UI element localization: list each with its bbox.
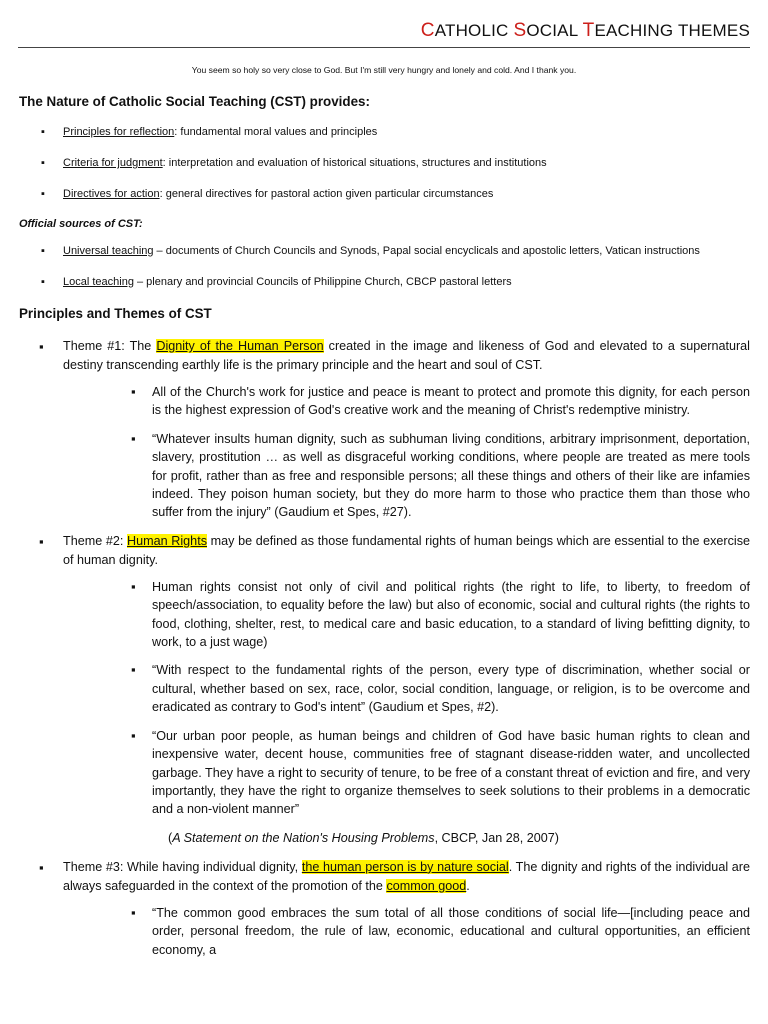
item-term: Universal teaching — [63, 245, 154, 257]
list-item — [19, 156, 750, 170]
header-initial-s: S — [513, 20, 527, 41]
theme-text: Theme #1: The — [63, 339, 157, 353]
item-text: : interpretation and evaluation of historical situations, structures and institutions — [162, 157, 547, 169]
item-text: – plenary and provincial Councils of Philippine Church, CBCP pastoral letters — [133, 276, 512, 288]
highlighted-term: Human Rights — [127, 533, 207, 548]
citation-title: A Statement on the Nation's Housing Problems — [172, 830, 435, 845]
sources-heading: Official sources of CST: — [19, 218, 143, 230]
theme-item-3 — [19, 858, 750, 959]
citation-rest: , CBCP, Jan 28, 2007) — [434, 830, 559, 845]
header-word-catholic: ATHOLIC — [434, 21, 514, 40]
theme-text: Theme #2: — [63, 533, 128, 548]
header-initial-t: T — [582, 20, 595, 41]
highlighted-term: the human person is by nature social — [301, 859, 509, 874]
sub-item: ▪ “With respect to the fundamental rights of the person, every type of discrimination, whether social or cultural, whether based on sex, race, color, social condition, language, or religion, is to be overcome and eradicated as contrary to God's intent” (Gaudium et Spes, #2). — [63, 661, 750, 716]
epigraph-quote: You seem so holy so very close to God. But I'm still very hungry and lonely and cold. And I thank you. — [191, 65, 577, 75]
item-text: : general directives for pastoral action given particular circumstances — [159, 188, 494, 200]
theme-text: created in the image and likeness of God and elevated to a supernatural destiny transcending earthly life is the primary principle and the heart and soul of CST. — [63, 339, 750, 372]
theme-2-sublist — [63, 578, 750, 819]
theme-text: . — [466, 878, 470, 893]
highlighted-term: common good — [386, 878, 467, 893]
item-text: – documents of Church Councils and Synods, Papal social encyclicals and apostolic letters, Vatican instructions — [153, 245, 700, 257]
sub-item: ▪ “Whatever insults human dignity, such as subhuman living conditions, arbitrary imprisonment, deportation, slavery, prostitution … as well as disgraceful working conditions, where people are treated as mere tools for profit, rather than as free and responsible persons; all these things and others of their like are infamies indeed. They poison human society, but they do more harm to those who practice them than those who suffer from the injury” (Gaudium et Spes, #27). — [63, 430, 750, 522]
nature-heading: The Nature of Catholic Social Teaching (CST) provides: — [19, 94, 370, 109]
sub-item: ▪ Human rights consist not only of civil and political rights (the right to life, to liberty, to freedom of speech/association, to equality before the law) but also of economic, social and cultural rights (the rights to food, clothing, shelter, rest, to medical care and basic education, to a standard of living befitting dignity, to work, to a just wage) — [63, 578, 750, 652]
item-term: Principles for reflection — [63, 126, 175, 138]
theme-item-1 — [19, 337, 750, 522]
theme-item-2 — [19, 532, 750, 848]
theme-1-sublist — [63, 383, 750, 522]
item-term: Directives for action — [63, 188, 160, 200]
document-body — [19, 94, 750, 969]
header-word-social: OCIAL — [526, 21, 583, 40]
list-item — [19, 244, 750, 258]
theme-text: . The dignity and rights of the individual are always safeguarded in the context of the promotion of the — [63, 859, 750, 893]
list-item — [19, 125, 750, 139]
citation — [63, 829, 750, 848]
list-item — [19, 187, 750, 201]
citation-open: ( — [168, 830, 173, 845]
document-header — [421, 20, 750, 42]
themes-heading: Principles and Themes of CST — [19, 306, 212, 321]
theme-3-sublist — [63, 904, 750, 959]
theme-text: may be defined as those fundamental rights of human beings which are essential to the exercise of human dignity. — [63, 533, 751, 567]
sources-list — [19, 244, 750, 289]
sub-item: ▪ All of the Church's work for justice and peace is meant to protect and promote this dignity, for each person is the highest expression of God's creative work and the meaning of Christ's redemptive ministry. — [63, 383, 750, 420]
sub-item: ▪ “Our urban poor people, as human beings and children of God have basic human rights to clean and inexpensive water, decent house, communities free of stagnant disease-ridden water, and uncollected garbage. They have a right to security of tenure, to be free of a constant threat of eviction and fire, and very importantly, they have the right to organize themselves to seek solutions to their problems in a democratic and a non-violent manner” — [63, 727, 750, 819]
header-word-themes: THEMES — [677, 21, 750, 40]
item-text: : fundamental moral values and principles — [174, 126, 378, 138]
nature-list — [19, 125, 750, 201]
themes-list — [19, 337, 750, 959]
item-term: Criteria for judgment — [63, 157, 163, 169]
list-item — [19, 275, 750, 289]
header-word-teaching: EACHING — [594, 21, 678, 40]
header-rule — [18, 47, 750, 48]
theme-text: Theme #3: While having individual dignity, — [63, 859, 302, 874]
sub-item: ▪ “The common good embraces the sum total of all those conditions of social life—[including peace and order, personal freedom, the rule of law, economic, educational and cultural opportunities, an efficient economy, a — [63, 904, 750, 959]
item-term: Local teaching — [63, 276, 134, 288]
header-initial-c: C — [420, 20, 435, 41]
highlighted-term: Dignity of the Human Person — [156, 339, 324, 353]
